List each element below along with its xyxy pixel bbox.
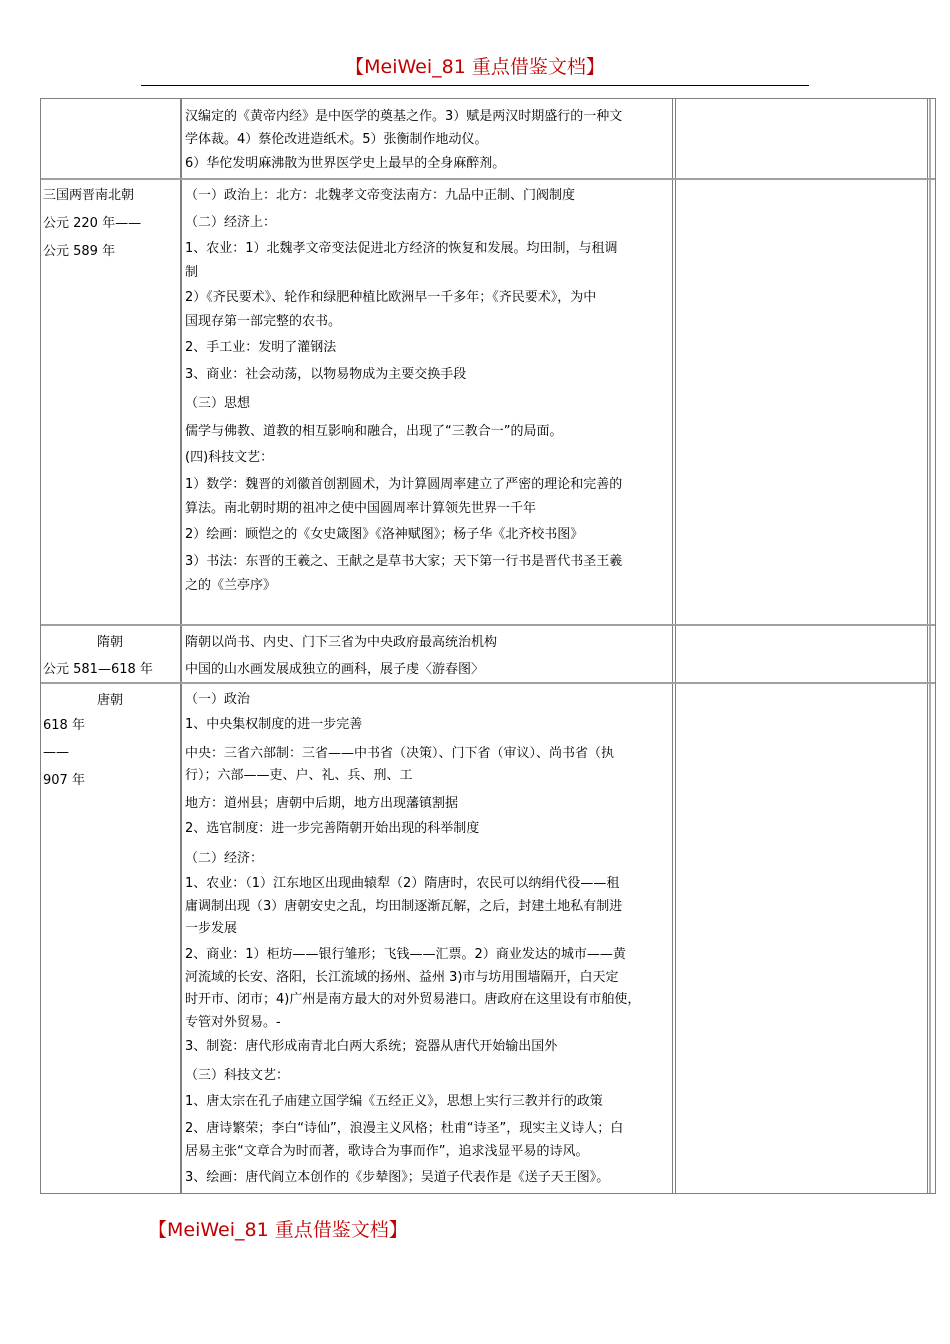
content-line: 居易主张“文章合为时而著，歌诗合为事而作”，追求浅显平易的诗风。 [185, 1144, 589, 1159]
content-line: 1、唐太宗在孔子庙建立国学编《五经正义》，思想上实行三教并行的政策 [185, 1094, 603, 1109]
era-label: —— [43, 745, 69, 760]
content-cell [181, 626, 673, 682]
page-footer: 【MeiWei_81 重点借鉴文档】 [148, 1219, 408, 1241]
notes-cell [675, 626, 928, 682]
content-line: 3）书法：东晋的王羲之、王献之是草书大家；天下第一行书是晋代书圣王羲 [185, 554, 623, 569]
content-line: 行）；六部——吏、户、礼、兵、刑、工 [185, 768, 413, 783]
notes-cell [675, 180, 928, 624]
content-line: 时开市、闭市；4)广州是南方最大的对外贸易港口。唐政府在这里设有市舶使， [185, 992, 641, 1007]
content-line: 2）《齐民要术》、轮作和绿肥种植比欧洲早一千多年；《齐民要术》，为中 [185, 290, 597, 305]
content-line: （三）科技文艺： [185, 1068, 290, 1083]
content-line: 中国的山水画发展成独立的画科，展子虔〈游春图〉 [185, 662, 485, 677]
content-line: 专管对外贸易。- [185, 1015, 281, 1030]
page-header: 【MeiWei_81 重点借鉴文档】 [345, 56, 605, 78]
content-line: 地方：道州县；唐朝中后期，地方出现藩镇割据 [185, 796, 459, 811]
content-line: 国现存第一部完整的农书。 [185, 314, 342, 329]
content-line: （三）思想 [185, 396, 251, 411]
content-line: 1、农业：（1）江东地区出现曲辕犁（2）隋唐时，农民可以纳绢代役——租 [185, 876, 620, 891]
content-line: 1、农业：1）北魏孝文帝变法促进北方经济的恢复和发展。均田制，与租调 [185, 241, 618, 256]
content-line: 1）数学：魏晋的刘徽首创割圆术，为计算圆周率建立了严密的理论和完善的 [185, 477, 623, 492]
content-line: （一）政治上：北方：北魏孝文帝变法南方：九品中正制、门阀制度 [185, 188, 576, 203]
content-line: 3、制瓷：唐代形成南青北白两大系统；瓷器从唐代开始输出国外 [185, 1039, 558, 1054]
content-line: 2）绘画：顾恺之的《女史箴图》《洛神赋图》；杨子华《北齐校书图》 [185, 527, 584, 542]
content-line: （一）政治 [185, 692, 251, 707]
table-row [41, 99, 935, 180]
notes-cell [675, 684, 928, 1193]
table-row [41, 684, 935, 1193]
content-cell [181, 180, 673, 624]
era-label: 公元 581—618 年 [43, 662, 153, 677]
content-line: 中央：三省六部制：三省——中书省（决策）、门下省（审议）、尚书省（执 [185, 746, 615, 761]
era-cell [41, 99, 181, 178]
era-label: 公元 589 年 [43, 244, 116, 259]
content-line: 2、商业：1）柜坊——银行雏形；飞钱——汇票。2）商业发达的城市——黄 [185, 947, 626, 962]
table-row [41, 180, 935, 626]
content-line: 算法。南北朝时期的祖冲之使中国圆周率计算领先世界一千年 [185, 501, 537, 516]
content-line: （二）经济： [185, 851, 264, 866]
era-label: 隋朝 [96, 635, 123, 650]
content-line: 6）华佗发明麻沸散为世界医学史上最早的全身麻醉剂。 [185, 156, 506, 171]
era-label: 公元 220 年—— [43, 216, 142, 231]
content-line: 隋朝以尚书、内史、门下三省为中央政府最高统治机构 [185, 635, 498, 650]
history-table [40, 98, 936, 1194]
edge-cell [929, 99, 935, 178]
edge-cell [929, 180, 935, 624]
era-label: 三国两晋南北朝 [43, 188, 135, 203]
era-label: 唐朝 [96, 693, 123, 708]
content-line: 2、选官制度：进一步完善隋朝开始出现的科举制度 [185, 821, 480, 836]
content-line: 庸调制出现（3）唐朝安史之乱，均田制逐渐瓦解，之后，封建土地私有制进 [185, 899, 623, 914]
content-line: 之的《兰亭序》 [185, 578, 277, 593]
content-line: 制 [185, 265, 199, 280]
content-line: 儒学与佛教、道教的相互影响和融合，出现了“三教合一”的局面。 [185, 424, 563, 439]
table-row [41, 626, 935, 684]
content-cell [181, 684, 673, 1193]
era-cell [41, 684, 181, 1193]
content-line: 3、绘画：唐代阎立本创作的《步辇图》；吴道子代表作是《送子天王图》。 [185, 1170, 610, 1185]
notes-cell [675, 99, 928, 178]
content-line: 2、手工业：发明了灌钢法 [185, 340, 337, 355]
content-line: 学体裁。4）蔡伦改进造纸术。5）张衡制作地动仪。 [185, 132, 488, 147]
era-cell [41, 180, 181, 624]
era-label: 907 年 [43, 773, 85, 788]
content-cell [181, 99, 673, 178]
edge-cell [929, 684, 935, 1193]
content-line: 河流域的长安、洛阳，长江流域的扬州、益州 3)市与坊用围墙隔开，白天定 [185, 970, 619, 985]
content-line: 一步发展 [185, 921, 238, 936]
edge-cell [929, 626, 935, 682]
content-line: 3、商业：社会动荡，以物易物成为主要交换手段 [185, 367, 467, 382]
content-line: （二）经济上： [185, 215, 277, 230]
content-line: (四)科技文艺： [185, 450, 274, 465]
content-line: 2、唐诗繁荣；李白“诗仙”，浪漫主义风格；杜甫“诗圣”，现实主义诗人；白 [185, 1121, 624, 1136]
header-rule [141, 85, 809, 86]
era-label: 618 年 [43, 718, 85, 733]
era-cell [41, 626, 181, 682]
content-line: 1、中央集权制度的进一步完善 [185, 717, 363, 732]
content-line: 汉编定的《黄帝内经》是中医学的奠基之作。3）赋是两汉时期盛行的一种文 [185, 109, 623, 124]
